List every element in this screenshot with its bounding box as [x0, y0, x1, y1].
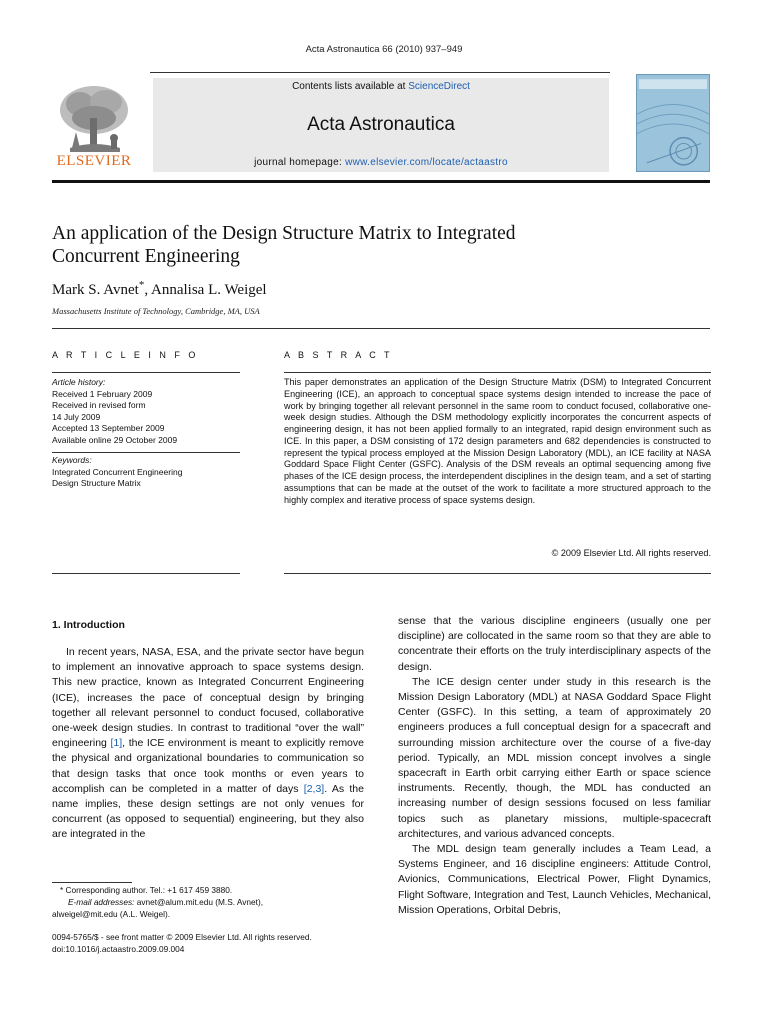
- article-info-heading: A R T I C L E I N F O: [52, 350, 199, 360]
- history-entry: Available online 29 October 2009: [52, 434, 178, 445]
- keywords-label: Keywords:: [52, 455, 92, 465]
- history-entry: Received 1 February 2009: [52, 388, 153, 399]
- text-run: In recent years, NASA, ESA, and the private sector have begun to implement an innovative approach to space systems design. This new practice, known as Integrated Concurrent Engineering (ICE), increases the pace of conceptual design by bringing together all relevant personnel to conduct focused, collaborative one-week design studies. In contrast to traditional “over the wall” engineering: [52, 646, 364, 750]
- homepage-prefix: journal homepage:: [254, 157, 346, 168]
- title-divider: [52, 328, 710, 329]
- section-heading-introduction: 1. Introduction: [52, 619, 125, 631]
- history-label: Article history:: [52, 377, 106, 387]
- doi-line[interactable]: doi:10.1016/j.actaastro.2009.09.004: [52, 944, 185, 954]
- issn-line: 0094-5765/$ - see front matter © 2009 Elsevier Ltd. All rights reserved.: [52, 932, 312, 942]
- email-address-1[interactable]: avnet@alum.mit.edu (M.S. Avnet),: [134, 897, 264, 907]
- paper-title: [52, 222, 672, 268]
- header-top-rule: [150, 72, 610, 73]
- keyword-item[interactable]: Design Structure Matrix: [52, 478, 141, 489]
- title-line-2: Concurrent Engineering: [52, 246, 240, 267]
- text-run: , the ICE environment is meant to explicitly remove the physical and organizational boundaries to communication so that design tasks that once took months or even years to accomplish can be completed in a matter of days: [52, 737, 364, 795]
- history-entry: Received in revised form: [52, 400, 146, 411]
- corresponding-author-note: * Corresponding author. Tel.: +1 617 459 3880.: [60, 885, 233, 895]
- journal-cover-image: [636, 74, 710, 172]
- article-info-bottom-rule: [52, 573, 240, 574]
- article-history: [52, 377, 240, 447]
- journal-homepage: [153, 157, 609, 168]
- history-entry: 14 July 2009: [52, 411, 101, 422]
- author-affiliation: Massachusetts Institute of Technology, Cambridge, MA, USA: [52, 306, 260, 316]
- author-list: [52, 279, 267, 299]
- journal-title: Acta Astronautica: [307, 114, 455, 135]
- body-left-column: [52, 645, 364, 843]
- title-line-1: An application of the Design Structure Matrix to Integrated: [52, 223, 516, 244]
- homepage-link[interactable]: www.elsevier.com/locate/actaastro: [345, 157, 508, 168]
- keywords-block: [52, 455, 240, 490]
- footnote-rule: [52, 882, 132, 883]
- abstract-rule: [284, 372, 711, 373]
- corresponding-author-mark[interactable]: *: [138, 279, 145, 291]
- abstract-heading: A B S T R A C T: [284, 350, 393, 360]
- publisher-name: ELSEVIER: [56, 153, 132, 169]
- citation-link[interactable]: [2,3]: [303, 782, 325, 795]
- intro-paragraph-continued: sense that the various discipline engineers (usually one per discipline) are collocated in the same room so that they are able to concentrate their efforts on the truly interdisciplinary aspects of the design.: [398, 615, 711, 673]
- intro-paragraph-3: The MDL design team generally includes a Team Lead, a Systems Engineer, and 16 discipline engineers: Attitude Control, Avionics, Communications, Electrical Power, Flight Dynamics, Flight Software, Integration and Test, Launch Vehicles, Mechanical, Mission Operations, Orbital Debris,: [398, 843, 711, 916]
- contents-availability: [153, 81, 609, 92]
- text-run: . As the name implies, these design settings are not only venues for concurrent (as opposed to sequential) engineering, but they also are integrated in the: [52, 782, 364, 841]
- author-1[interactable]: Mark S. Avnet: [52, 282, 139, 298]
- article-info-rule: [52, 372, 240, 373]
- history-entry: Accepted 13 September 2009: [52, 423, 165, 434]
- author-separator: ,: [144, 282, 151, 298]
- keyword-item[interactable]: Integrated Concurrent Engineering: [52, 466, 183, 477]
- abstract-copyright: © 2009 Elsevier Ltd. All rights reserved.: [551, 548, 711, 558]
- journal-citation: Acta Astronautica 66 (2010) 937–949: [305, 44, 463, 55]
- author-2[interactable]: Annalisa L. Weigel: [151, 282, 267, 298]
- footnote-corresponding: [52, 884, 362, 908]
- abstract-bottom-rule: [284, 573, 711, 574]
- body-right-column: [398, 614, 711, 918]
- intro-paragraph-2: The ICE design center under study in this research is the Mission Design Laboratory (MDL) at NASA Goddard Space Flight Center (GSFC). In this setting, a team of approximately 20 engineers produces a full conceptual design for a spacecraft and surrounding mission architecture over the course of a five-day period. Typically, an MDL mission concept involves a single spacecraft in Earth orbit carrying either Earth or space science instruments. Recently, though, the MDL has conducted an increasing number of design sessions focused on less familiar topics such as planetary missions, multiple-spacecraft architectures, and various advanced concepts.: [398, 675, 711, 840]
- email-label: E-mail addresses:: [68, 897, 135, 907]
- intro-paragraph-1: [52, 645, 364, 843]
- keywords-rule: [52, 452, 240, 453]
- abstract-text: This paper demonstrates an application of the Design Structure Matrix (DSM) to Integrated Concurrent Engineering (ICE), an approach to conceptual space systems design intended to increase the pace of work by bringing together all relevant personnel in the same room to conduct focused, collaborative one-week design studies. Although the DSM methodology explicitly incorporates the concurrent aspects of engineering design, it has not been applied formally to an integrated, rapid design environment such as ICE. In this paper, a DSM consisting of 172 design parameters and 682 dependencies is constructed to represent the typical process employed at the Mission Design Laboratory (MDL), an ICE facility at NASA Goddard Space Flight Center (GSFC). Analysis of the DSM reveals an optimal sequencing among five phases of the ICE design process, the interdependent disciplines in the design team, and a set of starting assumptions that can be made at the outset of the work to facilitate a more structured approach to the highly complex and iterative process of space systems design.: [284, 377, 711, 505]
- citation-link[interactable]: [1]: [110, 737, 123, 750]
- sciencedirect-link[interactable]: ScienceDirect: [408, 81, 470, 92]
- header-bottom-rule: [52, 180, 710, 183]
- email-address-2[interactable]: alweigel@mit.edu (A.L. Weigel).: [52, 909, 171, 919]
- contents-prefix: Contents lists available at: [292, 81, 409, 92]
- email-line: [60, 896, 362, 908]
